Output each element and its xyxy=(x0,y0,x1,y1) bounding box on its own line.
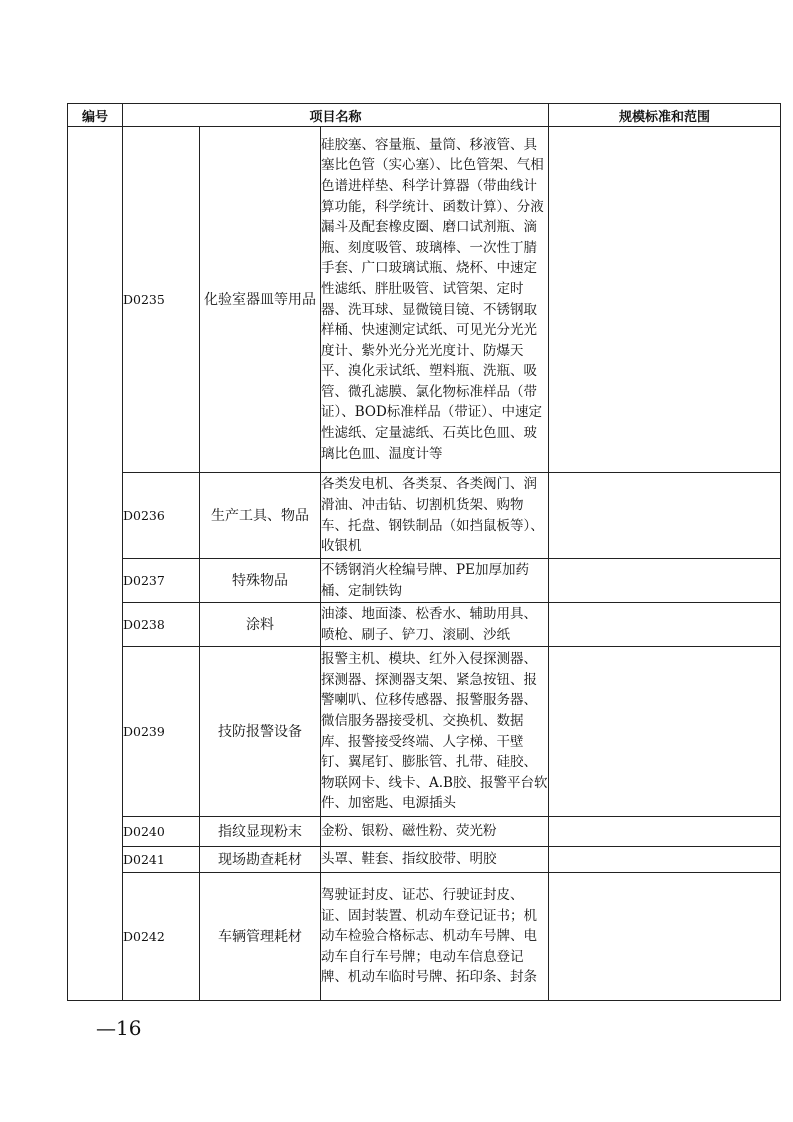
item-scope xyxy=(549,127,781,473)
item-details: 驾驶证封皮、证芯、行驶证封皮、证、固封装置、机动车登记证书；机动车检验合格标志、机动车号牌、电动车自行车号牌；电动车信息登记牌、机动车临时号牌、拓印条、封条 xyxy=(321,873,549,1001)
item-code: D0242 xyxy=(123,873,200,1001)
header-row xyxy=(68,104,781,127)
item-name: 车辆管理耗材 xyxy=(200,873,321,1001)
item-code: D0235 xyxy=(123,127,200,473)
item-code: D0241 xyxy=(123,847,200,873)
item-scope xyxy=(549,473,781,559)
item-details: 硅胶塞、容量瓶、量筒、移液管、具塞比色管（实心塞）、比色管架、气相色谱进样垫、科学计算器（带曲线计算功能，科学统计、函数计算）、分液漏斗及配套橡皮圈、磨口试剂瓶、滴瓶、刻度吸管、玻璃棒、一次性丁腈手套、广口玻璃试瓶、烧杯、中速定性滤纸、胖肚吸管、试管架、定时器、洗耳球、显微镜目镜、不锈钢取样桶、快速测定试纸、可见光分光光度计、紫外光分光光度计、防爆天平、溴化汞试纸、塑料瓶、洗瓶、吸管、微孔滤膜、氯化物标准样品（带证）、BOD标准样品（带证）、中速定性滤纸、定量滤纸、石英比色皿、玻璃比色皿、温度计等 xyxy=(321,127,549,473)
item-name: 涂料 xyxy=(200,603,321,647)
table-row xyxy=(68,817,781,847)
item-name: 生产工具、物品 xyxy=(200,473,321,559)
header-name: 项目名称 xyxy=(123,104,549,127)
table-row xyxy=(68,873,781,1001)
table-row xyxy=(68,603,781,647)
item-details: 油漆、地面漆、松香水、辅助用具、喷枪、刷子、铲刀、滚刷、沙纸 xyxy=(321,603,549,647)
table-row xyxy=(68,847,781,873)
item-code: D0237 xyxy=(123,559,200,603)
item-details: 金粉、银粉、磁性粉、荧光粉 xyxy=(321,817,549,847)
item-scope xyxy=(549,647,781,817)
table-row xyxy=(68,473,781,559)
item-code: D0238 xyxy=(123,603,200,647)
page-number: —16 xyxy=(96,1016,142,1040)
item-scope xyxy=(549,873,781,1001)
item-code: D0236 xyxy=(123,473,200,559)
item-code: D0239 xyxy=(123,647,200,817)
group-code-cell xyxy=(68,127,123,1001)
item-scope xyxy=(549,559,781,603)
item-details: 各类发电机、各类泵、各类阀门、润滑油、冲击钻、切割机货架、购物车、托盘、钢铁制品（如挡鼠板等）、收银机 xyxy=(321,473,549,559)
header-scope: 规模标准和范围 xyxy=(549,104,781,127)
item-details: 不锈钢消火栓编号牌、PE加厚加药桶、定制铁钩 xyxy=(321,559,549,603)
item-name: 技防报警设备 xyxy=(200,647,321,817)
item-name: 化验室器皿等用品 xyxy=(200,127,321,473)
table-row xyxy=(68,559,781,603)
item-details: 头罩、鞋套、指纹胶带、明胶 xyxy=(321,847,549,873)
item-name: 指纹显现粉末 xyxy=(200,817,321,847)
header-code: 编号 xyxy=(68,104,123,127)
item-scope xyxy=(549,603,781,647)
item-code: D0240 xyxy=(123,817,200,847)
item-name: 现场勘查耗材 xyxy=(200,847,321,873)
item-name: 特殊物品 xyxy=(200,559,321,603)
table-row xyxy=(68,127,781,473)
item-scope xyxy=(549,817,781,847)
catalog-table xyxy=(67,103,781,1001)
item-details: 报警主机、模块、红外入侵探测器、探测器、探测器支架、紧急按钮、报警喇叭、位移传感器、报警服务器、微信服务器接受机、交换机、数据库、报警接受终端、人字梯、干壁钉、翼尾钉、膨胀管、扎带、硅胶、物联网卡、线卡、A.B胶、报警平台软件、加密匙、电源插头 xyxy=(321,647,549,817)
table-row xyxy=(68,647,781,817)
item-scope xyxy=(549,847,781,873)
